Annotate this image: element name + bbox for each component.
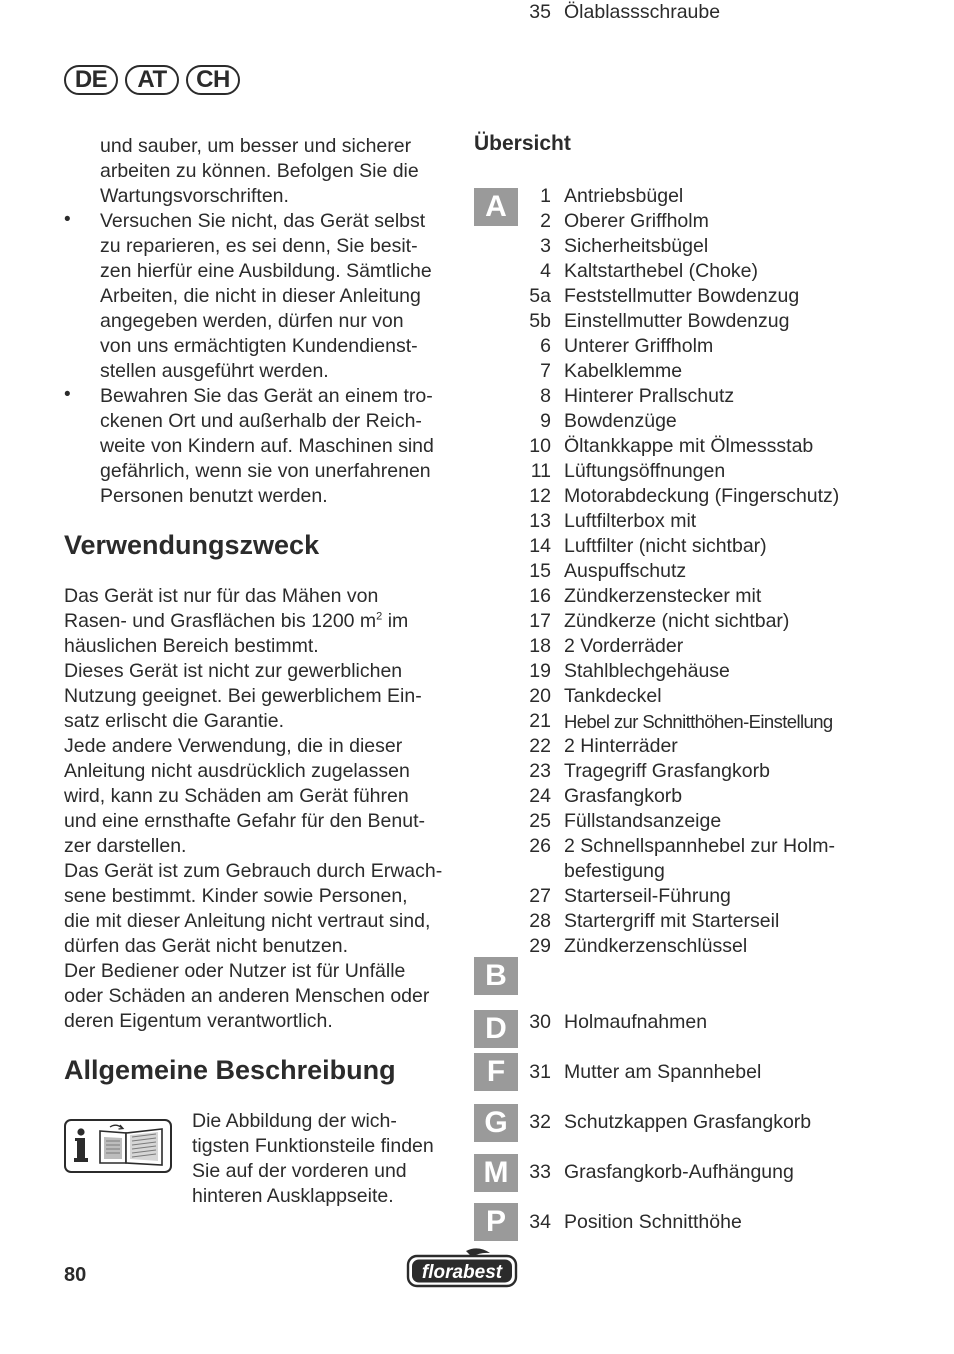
text-line: tigsten Funktionsteile finden	[192, 1135, 434, 1157]
overview-item-label: Hinterer Prallschutz	[564, 385, 735, 407]
text-line: oder Schäden an anderen Menschen oder	[64, 985, 430, 1007]
logo-text: florabest	[421, 1262, 503, 1283]
text-line: gefährlich, wenn sie von unerfahrenen	[100, 460, 431, 482]
badge-at: AT	[125, 65, 179, 95]
text-fragment: Rasen- und Grasflächen bis 1200 m	[64, 610, 377, 632]
text-line: angegeben werden, dürfen nur von	[100, 310, 404, 332]
overview-item-label: Zündkerzenstecker mit	[564, 585, 762, 607]
overview-item-label: Startergriff mit Starterseil	[564, 910, 780, 932]
overview-item-label: Tragegriff Grasfangkorb	[564, 760, 770, 782]
overview-item-number: 19	[529, 660, 551, 682]
overview-item-label: Oberer Griffholm	[564, 210, 709, 232]
section-tag-a: A	[474, 188, 518, 226]
section-tag-d: D	[474, 1010, 518, 1048]
overview-item-label: Tankdeckel	[564, 685, 662, 707]
text-line: von uns ermächtigten Kundendienst-	[100, 335, 418, 357]
overview-item-number: 22	[529, 735, 551, 757]
bullet-marker: •	[64, 209, 71, 230]
overview-item-number: 15	[529, 560, 551, 582]
overview-item-number: 9	[540, 410, 551, 432]
text-line: satz erlischt die Garantie.	[64, 710, 285, 732]
florabest-logo	[406, 1247, 518, 1289]
overview-item-label: Einstellmutter Bowdenzug	[564, 310, 790, 332]
bullet-marker: •	[64, 384, 71, 405]
overview-item-number: 17	[529, 610, 551, 632]
text-line: zen hierfür eine Ausbildung. Sämtliche	[100, 260, 432, 282]
badge-de: DE	[64, 65, 118, 95]
overview-item-number: 1	[540, 185, 551, 207]
text-line: weite von Kindern auf. Maschinen sind	[100, 435, 434, 457]
overview-item-number: 27	[529, 885, 551, 907]
overview-item-number: 8	[540, 385, 551, 407]
overview-item-number: 24	[529, 785, 551, 807]
overview-item-number: 3	[540, 235, 551, 257]
overview-item-label: Schutzkappen Grasfangkorb	[564, 1111, 812, 1133]
badge-ch: CH	[186, 65, 240, 95]
text-line: Der Bediener oder Nutzer ist für Unfälle	[64, 960, 406, 982]
overview-item-label: Zündkerzenschlüssel	[564, 935, 748, 957]
country-badges	[64, 65, 240, 95]
overview-item-number: 21	[529, 710, 551, 732]
overview-item-label: befestigung	[564, 860, 665, 882]
text-line: stellen ausgeführt werden.	[100, 360, 329, 382]
text-line: zu reparieren, es sei denn, Sie besit-	[100, 235, 418, 257]
overview-item-number: 28	[529, 910, 551, 932]
text-line: arbeiten zu können. Befolgen Sie die	[100, 160, 419, 182]
overview-item-label: Auspuffschutz	[564, 560, 687, 582]
superscript: 2	[376, 610, 383, 623]
info-text	[192, 1109, 434, 1209]
overview-item-label: Position Schnitthöhe	[564, 1211, 742, 1233]
overview-item-number: 2	[540, 210, 551, 232]
verwendungszweck-text	[64, 584, 442, 1034]
overview-item-label: Holmaufnahmen	[564, 1011, 708, 1033]
overview-item-number: 14	[529, 535, 551, 557]
overview-item-label: Stahlblechgehäuse	[564, 660, 730, 682]
text-line: Bewahren Sie das Gerät an einem tro-	[100, 385, 433, 407]
text-line: sene bestimmt. Kinder sowie Personen,	[64, 885, 408, 907]
text-line: Das Gerät ist zum Gebrauch durch Erwach-	[64, 860, 443, 882]
text-line: Jede andere Verwendung, die in dieser	[64, 735, 403, 757]
text-line: Anleitung nicht ausdrücklich zugelassen	[64, 760, 410, 782]
text-line: dürfen das Gerät nicht benutzen.	[64, 935, 349, 957]
overview-item-number: 29	[529, 935, 551, 957]
intro-text	[100, 134, 419, 209]
overview-item-number: 31	[529, 1061, 551, 1083]
info-manual-icon-graphic	[66, 1121, 170, 1171]
text-fragment: im	[382, 610, 409, 632]
text-line: Personen benutzt werden.	[100, 485, 328, 507]
bullet-storage	[100, 384, 434, 509]
overview-item-number: 4	[540, 260, 551, 282]
overview-item-number: 35	[529, 1, 551, 23]
overview-item-label: Starterseil-Führung	[564, 885, 731, 907]
overview-item-label: Grasfangkorb	[564, 785, 683, 807]
text-line: ckenen Ort und außerhalb der Reich-	[100, 410, 422, 432]
overview-item-label: Sicherheitsbügel	[564, 235, 709, 257]
text-line: wird, kann zu Schäden am Gerät führen	[64, 785, 409, 807]
overview-item-number: 11	[530, 460, 551, 482]
overview-item-label: Antriebsbügel	[564, 185, 684, 207]
overview-item-label: Ölablassschraube	[564, 1, 721, 23]
section-tag-b: B	[474, 957, 518, 995]
overview-item-label: Hebel zur Schnitthöhen-Einstellung	[564, 711, 833, 732]
text-line: Versuchen Sie nicht, das Gerät selbst	[100, 210, 426, 232]
overview-item-label: Füllstandsanzeige	[564, 810, 722, 832]
overview-item-label: Motorabdeckung (Fingerschutz)	[564, 485, 840, 507]
overview-item-label: Zündkerze (nicht sichtbar)	[564, 610, 790, 632]
text-line: Die Abbildung der wich-	[192, 1110, 397, 1132]
overview-item-label: Kaltstarthebel (Choke)	[564, 260, 759, 282]
overview-item-label: 2 Schnellspannhebel zur Holm-	[564, 835, 835, 857]
text-line: Wartungsvorschriften.	[100, 185, 289, 207]
text-line: Arbeiten, die nicht in dieser Anleitung	[100, 285, 421, 307]
section-tag-g: G	[474, 1104, 518, 1142]
section-title-allgemeine-beschreibung: Allgemeine Beschreibung	[64, 1055, 396, 1085]
overview-item-number: 10	[529, 435, 551, 457]
overview-item-label: 2 Vorderräder	[564, 635, 684, 657]
overview-item-number: 5a	[529, 285, 551, 307]
overview-item-number: 25	[529, 810, 551, 832]
text-line: hinteren Ausklappseite.	[192, 1185, 394, 1207]
overview-item-label: Luftfilterbox mit	[564, 510, 697, 532]
section-tag-p: P	[474, 1203, 518, 1241]
florabest-logo-graphic	[406, 1247, 518, 1289]
text-line: die mit dieser Anleitung nicht vertraut sind,	[64, 910, 431, 932]
overview-item-number: 12	[529, 485, 551, 507]
text-line	[64, 609, 442, 634]
info-manual-icon	[64, 1119, 172, 1173]
text-line: deren Eigentum verantwortlich.	[64, 1010, 333, 1032]
page-number: 80	[64, 1264, 87, 1286]
text-line: Nutzung geeignet. Bei gewerblichem Ein-	[64, 685, 422, 707]
overview-item-number: 6	[540, 335, 551, 357]
overview-item-number: 23	[529, 760, 551, 782]
text-line: und sauber, um besser und sicherer	[100, 135, 412, 157]
bullet-repair	[100, 209, 432, 384]
text-line: zer darstellen.	[64, 835, 187, 857]
overview-item-number: 16	[529, 585, 551, 607]
overview-item-label: Mutter am Spannhebel	[564, 1061, 762, 1083]
overview-item-label: Lüftungsöffnungen	[564, 460, 726, 482]
overview-item-number: 20	[529, 685, 551, 707]
overview-item-number: 32	[529, 1111, 551, 1133]
overview-item-number: 30	[529, 1011, 551, 1033]
text-line: häuslichen Bereich bestimmt.	[64, 635, 319, 657]
overview-item-label: 2 Hinterräder	[564, 735, 678, 757]
text-line: Das Gerät ist nur für das Mähen von	[64, 585, 379, 607]
section-tag-m: M	[474, 1154, 518, 1192]
overview-title: Übersicht	[474, 132, 571, 155]
overview-item-number: 7	[540, 360, 551, 382]
overview-item-label: Öltankkappe mit Ölmessstab	[564, 435, 814, 457]
overview-item-number: 5b	[529, 310, 551, 332]
overview-item-number: 13	[529, 510, 551, 532]
section-tag-f: F	[474, 1053, 518, 1091]
overview-item-label: Kabelklemme	[564, 360, 683, 382]
overview-item-label: Feststellmutter Bowdenzug	[564, 285, 800, 307]
text-line: und eine ernsthafte Gefahr für den Benut-	[64, 810, 425, 832]
text-line: Dieses Gerät ist nicht zur gewerblichen	[64, 660, 403, 682]
overview-item-number: 34	[529, 1211, 551, 1233]
overview-item-number: 18	[529, 635, 551, 657]
overview-item-label: Bowdenzüge	[564, 410, 677, 432]
section-title-verwendungszweck: Verwendungszweck	[64, 530, 320, 560]
overview-item-label: Unterer Griffholm	[564, 335, 714, 357]
overview-item-number: 33	[529, 1161, 551, 1183]
overview-item-number: 26	[529, 835, 551, 857]
text-line: Sie auf der vorderen und	[192, 1160, 407, 1182]
overview-item-label: Grasfangkorb-Aufhängung	[564, 1161, 794, 1183]
overview-item-label: Luftfilter (nicht sichtbar)	[564, 535, 767, 557]
